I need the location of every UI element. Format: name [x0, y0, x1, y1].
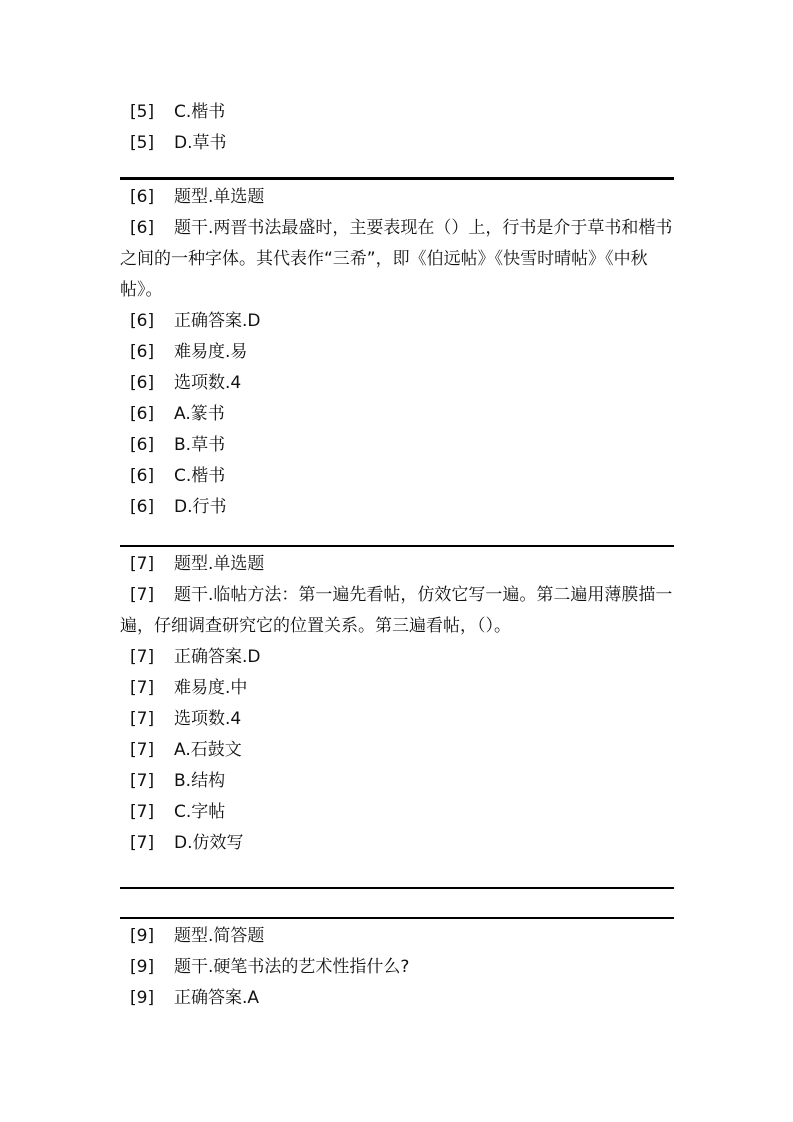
option-text: A.篆书	[174, 404, 225, 424]
q7-type	[120, 549, 674, 580]
q7-option-count	[120, 704, 674, 735]
question-number: [7]	[130, 647, 155, 667]
option-text: C.楷书	[174, 466, 226, 486]
q7-answer	[120, 642, 674, 673]
question-number: [6]	[130, 187, 155, 207]
q7-stem	[120, 580, 674, 642]
q6-stem	[120, 213, 674, 306]
question-number: [9]	[130, 988, 155, 1008]
answer-text: 正确答案.D	[174, 311, 261, 331]
q9-stem	[120, 952, 674, 983]
q9-type	[120, 921, 674, 952]
question-number: [7]	[130, 802, 155, 822]
q6-option-d	[120, 492, 674, 523]
q9-answer	[120, 983, 674, 1014]
q5-option-c	[120, 97, 674, 128]
q7-option-c	[120, 797, 674, 828]
section-divider	[120, 177, 674, 180]
question-number: [7]	[130, 709, 155, 729]
question-type: 题型.单选题	[174, 554, 265, 574]
option-count-text: 选项数.4	[174, 709, 242, 729]
option-text: A.石鼓文	[174, 740, 242, 760]
option-text: C.楷书	[174, 102, 226, 122]
question-stem: 题干.临帖方法：第一遍先看帖，仿效它写一遍。第二遍用薄膜描一遍，仔细调查研究它的位置关系。第三遍看帖，（）。	[120, 585, 673, 636]
q6-difficulty	[120, 337, 674, 368]
option-text: D.草书	[174, 133, 227, 153]
question-type: 题型.单选题	[174, 187, 265, 207]
q6-option-a	[120, 399, 674, 430]
question-number: [6]	[130, 404, 155, 424]
q6-option-c	[120, 461, 674, 492]
option-text: B.草书	[174, 435, 226, 455]
q7-option-d	[120, 828, 674, 859]
question-number: [9]	[130, 926, 155, 946]
q6-option-b	[120, 430, 674, 461]
answer-text: 正确答案.A	[174, 988, 260, 1008]
section-divider	[120, 917, 674, 919]
question-number: [6]	[130, 435, 155, 455]
question-number: [6]	[130, 218, 155, 238]
question-number: [7]	[130, 833, 155, 853]
question-number: [7]	[130, 771, 155, 791]
question-number: [7]	[130, 740, 155, 760]
option-text: D.行书	[174, 497, 227, 517]
question-number: [6]	[130, 373, 155, 393]
question-number: [7]	[130, 554, 155, 574]
question-number: [5]	[130, 133, 155, 153]
answer-text: 正确答案.D	[174, 647, 261, 667]
q6-option-count	[120, 368, 674, 399]
q7-option-a	[120, 735, 674, 766]
question-number: [6]	[130, 311, 155, 331]
option-text: C.字帖	[174, 802, 226, 822]
question-number: [6]	[130, 497, 155, 517]
q6-answer	[120, 306, 674, 337]
q6-type	[120, 182, 674, 213]
option-text: D.仿效写	[174, 833, 244, 853]
document-page	[120, 97, 674, 1014]
question-stem: 题干.两晋书法最盛时，主要表现在（）上，行书是介于草书和楷书之间的一种字体。其代表作“三希”，即《伯远帖》《快雪时晴帖》《中秋帖》。	[120, 218, 673, 300]
option-count-text: 选项数.4	[174, 373, 242, 393]
difficulty-text: 难易度.易	[174, 342, 248, 362]
q7-difficulty	[120, 673, 674, 704]
question-number: [6]	[130, 466, 155, 486]
question-type: 题型.简答题	[174, 926, 265, 946]
difficulty-text: 难易度.中	[174, 678, 248, 698]
question-number: [9]	[130, 957, 155, 977]
question-number: [6]	[130, 342, 155, 362]
question-number: [5]	[130, 102, 155, 122]
question-stem: 题干.硬笔书法的艺术性指什么?	[174, 957, 410, 977]
question-number: [7]	[130, 678, 155, 698]
question-number: [7]	[130, 585, 155, 605]
q5-option-d	[120, 128, 674, 159]
option-text: B.结构	[174, 771, 226, 791]
section-divider	[120, 545, 674, 547]
q7-option-b	[120, 766, 674, 797]
